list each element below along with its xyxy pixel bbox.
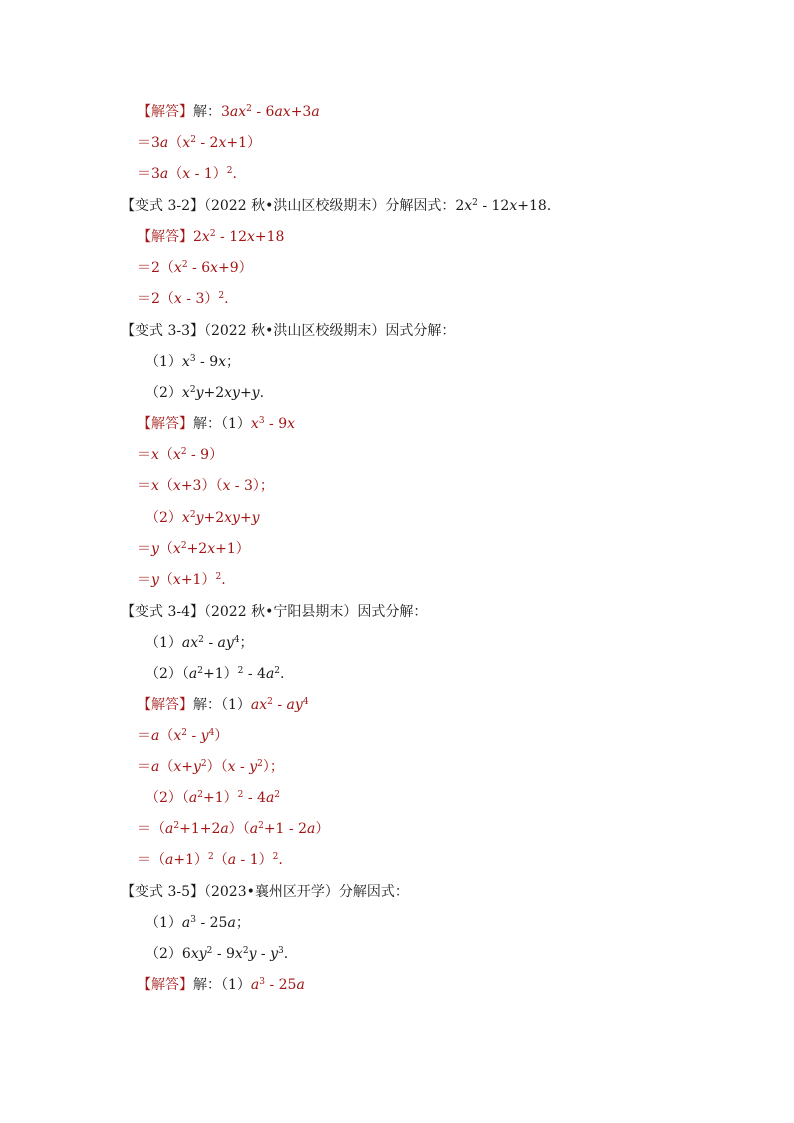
math-variable: y bbox=[193, 759, 201, 775]
math-variable: x bbox=[287, 416, 296, 432]
superscript: 2 bbox=[267, 697, 273, 707]
superscript: 2 bbox=[189, 385, 196, 395]
text-segment: . bbox=[224, 291, 229, 307]
text-segment: （ bbox=[158, 572, 173, 588]
answer-line bbox=[137, 696, 309, 714]
text-segment: 【变式 3-2】（2022 秋•洪山区校级期末）分解因式：2 bbox=[121, 198, 465, 214]
problem-line bbox=[145, 384, 264, 402]
math-variable: ay bbox=[286, 697, 303, 713]
text-segment: ＝ bbox=[137, 728, 151, 744]
text-segment: （2） bbox=[145, 385, 182, 401]
text-segment: （2）（ bbox=[145, 666, 189, 682]
superscript: 2 bbox=[237, 666, 244, 676]
math-variable: x bbox=[218, 354, 227, 370]
text-segment: （ bbox=[158, 541, 173, 557]
text-segment: 【解答】 bbox=[137, 416, 193, 432]
text-segment: 解：（1） bbox=[193, 697, 251, 713]
text-segment: ＝ bbox=[137, 759, 151, 775]
text-segment: +9） bbox=[218, 260, 253, 276]
math-variable: x bbox=[173, 291, 182, 307]
math-variable: x bbox=[181, 354, 190, 370]
text-segment: - 12 bbox=[477, 198, 510, 214]
math-variable: x bbox=[464, 198, 473, 214]
math-variable: ax bbox=[181, 635, 199, 651]
superscript: 2 bbox=[190, 135, 196, 145]
math-variable: y bbox=[251, 510, 260, 526]
text-segment: （ bbox=[159, 728, 174, 744]
superscript: 2 bbox=[209, 229, 216, 239]
superscript: 2 bbox=[218, 291, 225, 301]
text-segment: +2 bbox=[203, 510, 225, 526]
text-segment: +2 bbox=[186, 541, 208, 557]
superscript: 2 bbox=[237, 790, 244, 800]
math-variable: y bbox=[270, 946, 279, 962]
text-segment: . bbox=[280, 666, 285, 682]
math-variable: a bbox=[151, 759, 160, 775]
text-segment: +1） bbox=[215, 541, 250, 557]
superscript: 2 bbox=[272, 852, 279, 862]
math-variable: y bbox=[249, 759, 258, 775]
math-variable: x bbox=[247, 229, 255, 245]
problem-line bbox=[121, 883, 409, 901]
text-segment: . bbox=[259, 385, 265, 401]
math-variable: x bbox=[173, 759, 182, 775]
text-segment: （1） bbox=[145, 915, 182, 931]
math-variable: x bbox=[173, 260, 182, 276]
text-segment: +2 bbox=[203, 385, 225, 401]
problem-line bbox=[145, 634, 254, 652]
answer-line bbox=[137, 446, 223, 464]
math-variable: y bbox=[195, 385, 204, 401]
superscript: 2 bbox=[226, 166, 233, 176]
superscript: 4 bbox=[208, 728, 215, 738]
superscript: 3 bbox=[258, 416, 265, 426]
answer-line bbox=[137, 290, 229, 308]
text-segment: ＝ bbox=[137, 572, 151, 588]
text-segment: - 9） bbox=[186, 447, 224, 463]
math-variable: x bbox=[201, 229, 210, 245]
text-segment: 【解答】 bbox=[137, 229, 193, 245]
answer-line bbox=[137, 228, 284, 246]
text-segment: （ bbox=[168, 135, 183, 151]
math-variable: x bbox=[182, 166, 191, 182]
text-segment: +18 bbox=[254, 229, 285, 245]
answer-line bbox=[137, 758, 284, 776]
text-segment: + bbox=[239, 510, 252, 526]
text-segment: - 3） bbox=[181, 291, 219, 307]
answer-line bbox=[137, 571, 226, 589]
math-variable: x bbox=[250, 416, 259, 432]
math-variable: a bbox=[250, 977, 260, 993]
superscript: 2 bbox=[274, 666, 281, 676]
answer-line bbox=[137, 477, 274, 495]
text-segment: ＝（ bbox=[137, 821, 165, 837]
text-segment: +1） bbox=[180, 572, 216, 588]
math-variable: x bbox=[222, 478, 231, 494]
math-variable: xy bbox=[224, 385, 240, 401]
math-variable: a bbox=[311, 104, 320, 120]
superscript: 2 bbox=[197, 666, 204, 676]
math-variable: y bbox=[195, 510, 204, 526]
superscript: 2 bbox=[472, 198, 478, 208]
math-variable: ax bbox=[250, 697, 268, 713]
text-segment: （ bbox=[158, 478, 173, 494]
text-segment: . bbox=[278, 852, 283, 868]
text-segment: ）（ bbox=[228, 821, 250, 837]
math-variable: x bbox=[172, 572, 181, 588]
answer-line bbox=[137, 415, 295, 433]
text-segment: 解：（1） bbox=[193, 977, 251, 993]
text-segment: - 6 bbox=[187, 260, 211, 276]
text-segment: +18. bbox=[517, 198, 552, 214]
superscript: 2 bbox=[180, 447, 187, 457]
answer-line bbox=[137, 820, 329, 838]
superscript: 2 bbox=[173, 821, 180, 831]
text-segment: （1） bbox=[145, 354, 182, 370]
math-variable: x bbox=[234, 946, 243, 962]
superscript: 2 bbox=[181, 728, 187, 738]
math-variable: a bbox=[165, 821, 174, 837]
text-segment: - 1） bbox=[190, 166, 227, 182]
text-segment: ＝2（ bbox=[137, 291, 174, 307]
superscript: 2 bbox=[206, 946, 213, 956]
problem-line bbox=[145, 353, 240, 371]
math-variable: ax bbox=[274, 104, 291, 120]
text-segment: ； bbox=[239, 635, 254, 651]
answer-line bbox=[137, 976, 305, 994]
text-segment: （ bbox=[168, 166, 183, 182]
math-variable: x bbox=[218, 135, 227, 151]
math-variable: y bbox=[200, 728, 209, 744]
answer-line bbox=[137, 259, 253, 277]
answer-line bbox=[137, 103, 320, 121]
text-segment: ； bbox=[226, 354, 241, 370]
text-segment: - 6 bbox=[251, 104, 275, 120]
text-segment: - 9 bbox=[195, 354, 219, 370]
answer-line bbox=[137, 165, 237, 183]
text-segment: ）； bbox=[262, 759, 284, 775]
superscript: 3 bbox=[190, 915, 197, 925]
text-segment: （ bbox=[159, 759, 174, 775]
superscript: 2 bbox=[198, 635, 204, 645]
math-variable: a bbox=[265, 790, 275, 806]
math-variable: a bbox=[227, 915, 236, 931]
math-variable: x bbox=[172, 478, 181, 494]
text-segment: +3 bbox=[290, 104, 312, 120]
superscript: 2 bbox=[242, 946, 249, 956]
text-segment: +1） bbox=[173, 852, 208, 868]
math-variable: x bbox=[172, 447, 181, 463]
text-segment: ＝ bbox=[137, 447, 151, 463]
superscript: 2 bbox=[180, 541, 187, 551]
problem-line bbox=[145, 914, 250, 932]
text-segment: - bbox=[203, 635, 218, 651]
text-segment: 【变式 3-3】（2022 秋•洪山区校级期末）因式分解： bbox=[121, 323, 456, 339]
text-segment: . bbox=[283, 946, 289, 962]
text-segment: 【变式 3-4】（2022 秋•宁阳县期末）因式分解： bbox=[121, 604, 428, 620]
superscript: 2 bbox=[208, 852, 214, 862]
text-segment: 2 bbox=[193, 229, 202, 245]
math-variable: a bbox=[307, 821, 316, 837]
answer-line bbox=[145, 509, 260, 527]
problem-line bbox=[145, 665, 284, 683]
math-variable: a bbox=[165, 852, 174, 868]
answer-line bbox=[137, 851, 283, 869]
math-variable: ay bbox=[217, 635, 234, 651]
text-segment: - bbox=[235, 759, 250, 775]
text-segment: ＝3 bbox=[137, 135, 160, 151]
text-segment: ； bbox=[235, 915, 250, 931]
text-segment: ）（ bbox=[206, 759, 228, 775]
text-segment: （2）6 bbox=[145, 946, 191, 962]
text-segment: . bbox=[221, 572, 226, 588]
text-segment: 解： bbox=[193, 104, 221, 120]
text-segment: - 4 bbox=[243, 666, 266, 682]
text-segment: 解：（1） bbox=[193, 416, 251, 432]
superscript: 2 bbox=[246, 104, 252, 114]
superscript: 2 bbox=[257, 759, 263, 769]
math-variable: x bbox=[207, 541, 216, 557]
superscript: 3 bbox=[278, 946, 284, 956]
math-variable: x bbox=[182, 135, 191, 151]
text-segment: - bbox=[187, 728, 201, 744]
math-variable: x bbox=[151, 447, 159, 463]
math-variable: a bbox=[188, 666, 198, 682]
answer-line bbox=[145, 789, 280, 807]
superscript: 2 bbox=[189, 510, 196, 520]
text-segment: +1 - 2 bbox=[263, 821, 308, 837]
math-variable: x bbox=[227, 759, 236, 775]
problem-line bbox=[121, 322, 455, 340]
superscript: 2 bbox=[200, 759, 207, 769]
text-segment: （2）（ bbox=[145, 790, 189, 806]
text-segment: - 4 bbox=[243, 790, 266, 806]
text-segment: 3 bbox=[221, 104, 230, 120]
text-segment: ＝ bbox=[137, 478, 151, 494]
math-variable: a bbox=[159, 166, 169, 182]
text-segment: ＝3 bbox=[137, 166, 160, 182]
text-segment: ＝2（ bbox=[137, 260, 174, 276]
answer-line bbox=[137, 134, 261, 152]
math-variable: a bbox=[227, 852, 237, 868]
math-variable: a bbox=[265, 666, 275, 682]
math-variable: xy bbox=[224, 510, 240, 526]
text-segment: ） bbox=[315, 821, 330, 837]
superscript: 2 bbox=[258, 821, 264, 831]
text-segment: 【解答】 bbox=[137, 104, 193, 120]
math-variable: a bbox=[249, 821, 259, 837]
text-segment: . bbox=[232, 166, 237, 182]
text-segment: - 1） bbox=[236, 852, 273, 868]
text-segment: - 9 bbox=[212, 946, 235, 962]
superscript: 4 bbox=[302, 697, 309, 707]
text-segment: - bbox=[256, 946, 271, 962]
text-segment: ） bbox=[214, 728, 229, 744]
text-segment: ＝（ bbox=[137, 852, 165, 868]
text-segment: - 9 bbox=[264, 416, 288, 432]
text-segment: - 25 bbox=[265, 977, 297, 993]
math-variable: x bbox=[172, 541, 181, 557]
text-segment: 【解答】 bbox=[137, 977, 193, 993]
math-variable: y bbox=[151, 572, 159, 588]
text-segment: - 12 bbox=[215, 229, 248, 245]
math-variable: y bbox=[151, 541, 159, 557]
text-segment: +1） bbox=[203, 666, 238, 682]
text-segment: + bbox=[181, 759, 193, 775]
answer-line bbox=[137, 540, 250, 558]
math-variable: x bbox=[509, 198, 518, 214]
problem-line bbox=[145, 945, 288, 963]
math-variable: a bbox=[188, 790, 198, 806]
math-variable: x bbox=[151, 478, 159, 494]
text-segment: +3）（ bbox=[180, 478, 223, 494]
math-variable: x bbox=[210, 260, 219, 276]
text-segment: 【变式 3-5】（2023•襄州区开学）分解因式： bbox=[121, 884, 409, 900]
text-segment: （ bbox=[213, 852, 228, 868]
text-segment: + bbox=[239, 385, 252, 401]
text-segment: ＝ bbox=[137, 541, 151, 557]
superscript: 4 bbox=[233, 635, 240, 645]
math-variable: y bbox=[251, 385, 260, 401]
text-segment: +1） bbox=[203, 790, 238, 806]
text-segment: +1+2 bbox=[179, 821, 221, 837]
problem-line bbox=[121, 603, 427, 621]
math-variable: a bbox=[151, 728, 160, 744]
text-segment: （1） bbox=[145, 635, 182, 651]
math-variable: a bbox=[181, 915, 191, 931]
superscript: 2 bbox=[197, 790, 204, 800]
text-segment: （2） bbox=[145, 510, 182, 526]
math-variable: a bbox=[296, 977, 305, 993]
text-segment: - 3）； bbox=[230, 478, 274, 494]
superscript: 3 bbox=[259, 977, 266, 987]
superscript: 2 bbox=[215, 572, 222, 582]
text-segment: （ bbox=[158, 447, 173, 463]
math-variable: a bbox=[220, 821, 229, 837]
problem-line bbox=[121, 197, 551, 215]
text-segment: - bbox=[272, 697, 287, 713]
text-segment: +1） bbox=[226, 135, 262, 151]
math-variable: x bbox=[173, 728, 182, 744]
math-variable: a bbox=[159, 135, 169, 151]
superscript: 2 bbox=[274, 790, 281, 800]
math-variable: ax bbox=[229, 104, 247, 120]
text-segment: - 25 bbox=[196, 915, 228, 931]
math-variable: xy bbox=[190, 946, 207, 962]
text-segment: - 2 bbox=[195, 135, 219, 151]
text-segment: 【解答】 bbox=[137, 697, 193, 713]
superscript: 3 bbox=[189, 354, 196, 364]
math-variable: y bbox=[248, 946, 257, 962]
math-variable: x bbox=[181, 385, 190, 401]
answer-line bbox=[137, 727, 228, 745]
math-variable: x bbox=[181, 510, 190, 526]
superscript: 2 bbox=[181, 260, 188, 270]
